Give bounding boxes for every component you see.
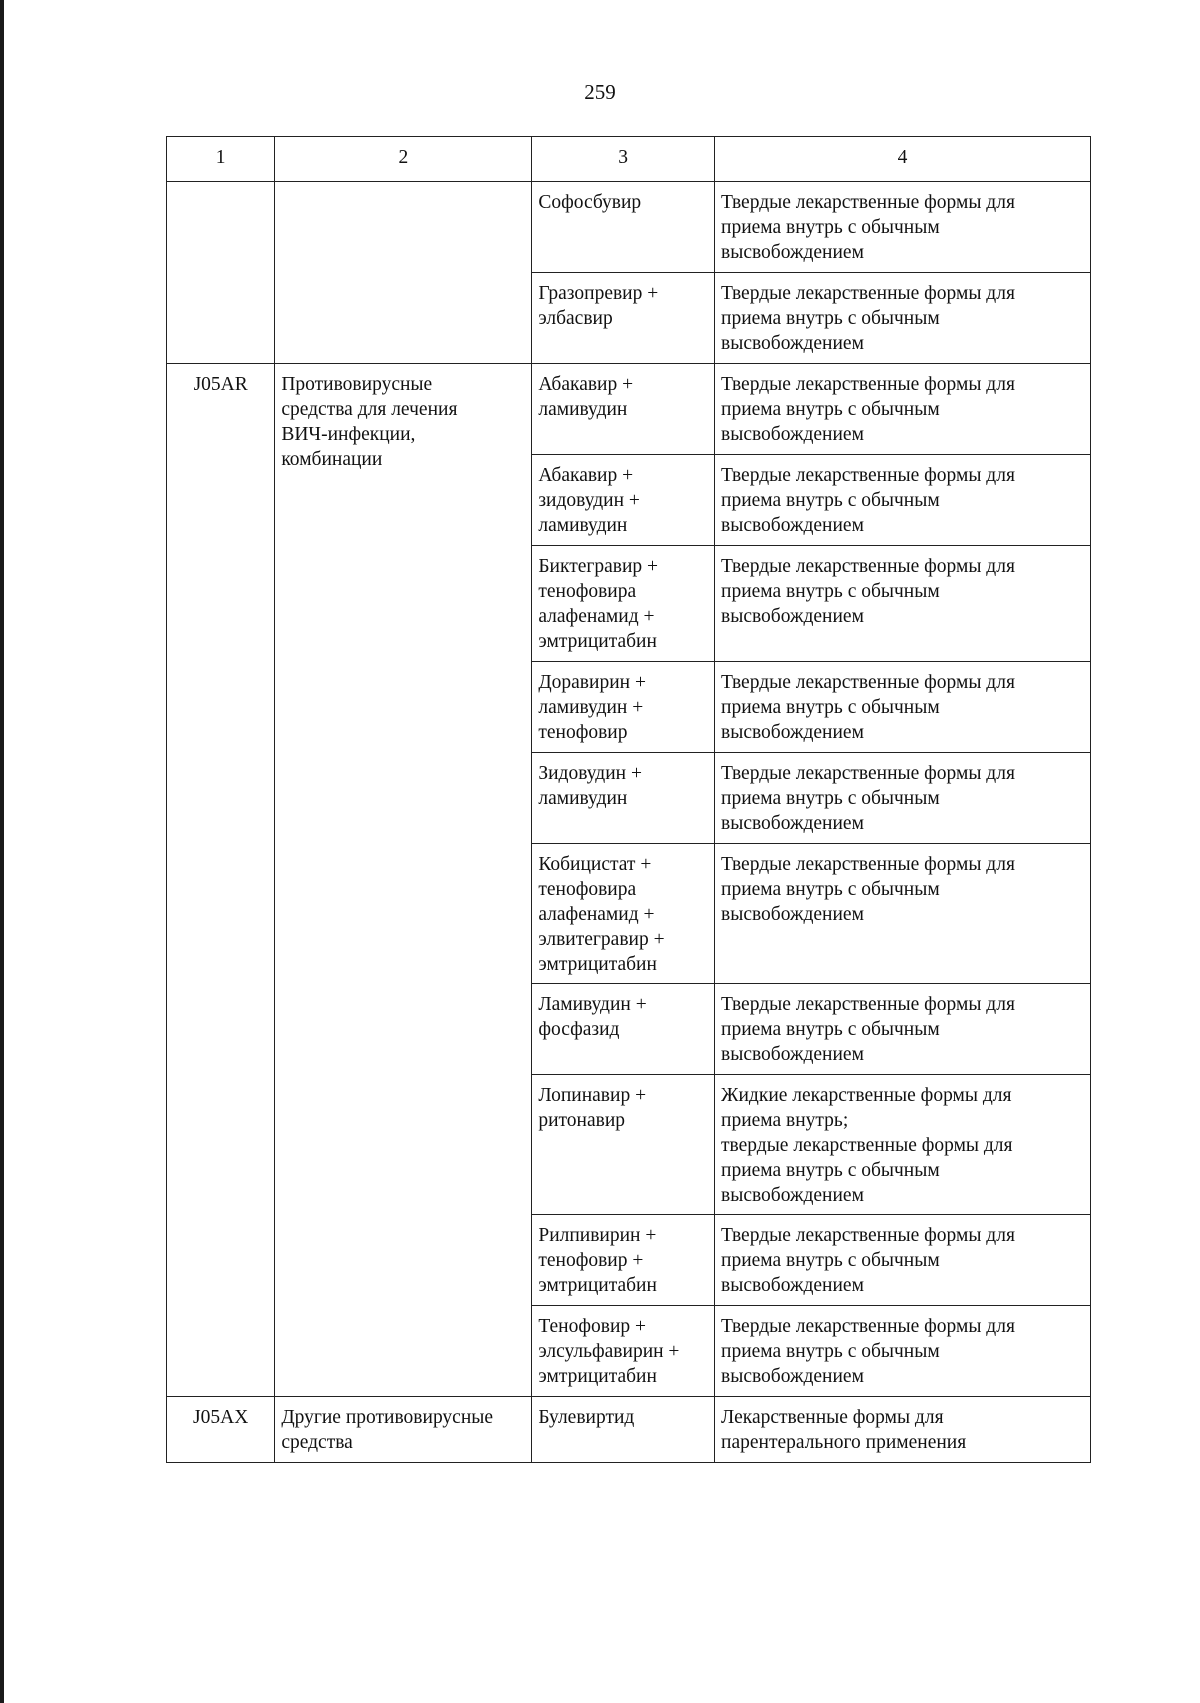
dosage-form-cell: Твердые лекарственные формы для приема внутрь с обычным высвобождением bbox=[715, 182, 1091, 273]
dosage-form-cell: Твердые лекарственные формы для приема внутрь с обычным высвобождением bbox=[715, 844, 1091, 984]
table-header-row bbox=[167, 137, 1091, 182]
atc-code-cell: J05AR bbox=[167, 364, 275, 1397]
drug-name-cell: Тенофовир + элсульфавирин + эмтрицитабин bbox=[532, 1306, 715, 1397]
drug-name-cell: Биктегравир + тенофовира алафенамид + эмтрицитабин bbox=[532, 546, 715, 662]
dosage-form-cell: Твердые лекарственные формы для приема внутрь с обычным высвобождением bbox=[715, 273, 1091, 364]
empty-group-cell bbox=[275, 182, 532, 364]
dosage-form-cell: Лекарственные формы для парентерального применения bbox=[715, 1397, 1091, 1463]
drug-table bbox=[166, 136, 1091, 1463]
header-col-2: 2 bbox=[275, 137, 532, 182]
header-col-4: 4 bbox=[715, 137, 1091, 182]
drug-name-cell: Ламивудин + фосфазид bbox=[532, 984, 715, 1075]
table-row bbox=[167, 1397, 1091, 1463]
header-col-3: 3 bbox=[532, 137, 715, 182]
dosage-form-cell: Твердые лекарственные формы для приема внутрь с обычным высвобождением bbox=[715, 1215, 1091, 1306]
group-name-cell: Другие противовирусные средства bbox=[275, 1397, 532, 1463]
dosage-form-cell: Твердые лекарственные формы для приема внутрь с обычным высвобождением bbox=[715, 455, 1091, 546]
dosage-form-cell: Твердые лекарственные формы для приема внутрь с обычным высвобождением bbox=[715, 984, 1091, 1075]
header-col-1: 1 bbox=[167, 137, 275, 182]
group-name-cell: Противовирусные средства для лечения ВИЧ-инфекции, комбинации bbox=[275, 364, 532, 1397]
drug-name-cell: Кобицистат + тенофовира алафенамид + элвитегравир + эмтрицитабин bbox=[532, 844, 715, 984]
dosage-form-cell: Твердые лекарственные формы для приема внутрь с обычным высвобождением bbox=[715, 546, 1091, 662]
atc-code-cell: J05AX bbox=[167, 1397, 275, 1463]
drug-name-cell: Абакавир + зидовудин + ламивудин bbox=[532, 455, 715, 546]
dosage-form-cell: Твердые лекарственные формы для приема внутрь с обычным высвобождением bbox=[715, 753, 1091, 844]
table-row bbox=[167, 364, 1091, 455]
dosage-form-cell: Твердые лекарственные формы для приема внутрь с обычным высвобождением bbox=[715, 364, 1091, 455]
drug-name-cell: Доравирин + ламивудин + тенофовир bbox=[532, 662, 715, 753]
drug-name-cell: Рилпивирин + тенофовир + эмтрицитабин bbox=[532, 1215, 715, 1306]
dosage-form-cell: Твердые лекарственные формы для приема внутрь с обычным высвобождением bbox=[715, 1306, 1091, 1397]
dosage-form-cell: Твердые лекарственные формы для приема внутрь с обычным высвобождением bbox=[715, 662, 1091, 753]
drug-name-cell: Булевиртид bbox=[532, 1397, 715, 1463]
drug-name-cell: Абакавир + ламивудин bbox=[532, 364, 715, 455]
page-number: 259 bbox=[584, 80, 616, 104]
drug-name-cell: Софосбувир bbox=[532, 182, 715, 273]
drug-name-cell: Зидовудин + ламивудин bbox=[532, 753, 715, 844]
dosage-form-cell: Жидкие лекарственные формы для приема внутрь; твердые лекарственные формы для приема внутрь с обычным высвобождением bbox=[715, 1075, 1091, 1215]
empty-code-cell bbox=[167, 182, 275, 364]
scan-left-edge bbox=[0, 0, 4, 1703]
drug-name-cell: Лопинавир + ритонавир bbox=[532, 1075, 715, 1215]
drug-name-cell: Гразопревир + элбасвир bbox=[532, 273, 715, 364]
table-row bbox=[167, 182, 1091, 273]
